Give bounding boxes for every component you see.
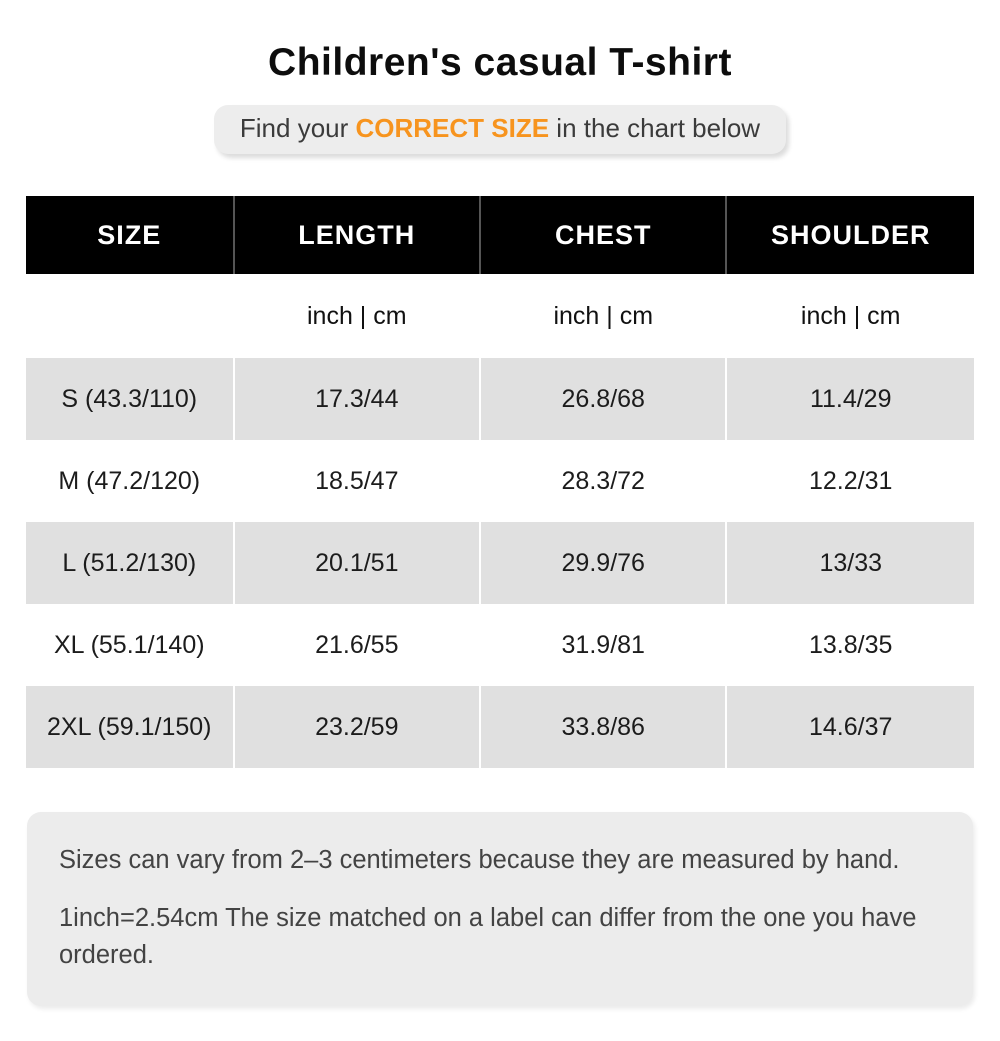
table-header-row — [26, 196, 974, 274]
column-header-shoulder: SHOULDER — [770, 219, 931, 250]
notes-box — [27, 812, 973, 1006]
units-cell-length: inch | cm — [235, 274, 481, 358]
size-cell: S (43.3/110) — [26, 358, 235, 440]
chest-cell: 28.3/72 — [481, 440, 727, 522]
chest-cell: 33.8/86 — [481, 686, 727, 768]
subtitle-prefix: Find your — [239, 113, 356, 143]
note-inch-conversion: 1inch=2.54cm The size matched on a label can differ from the one you have ordered. — [59, 903, 917, 969]
size-cell: M (47.2/120) — [26, 440, 235, 522]
shoulder-cell: 14.6/37 — [809, 712, 893, 741]
units-cell-empty — [26, 274, 235, 358]
subtitle-highlight: CORRECT SIZE — [355, 113, 550, 143]
units-cell-shoulder: inch | cm — [800, 301, 901, 330]
table-row-m — [26, 440, 974, 522]
chest-cell: 29.9/76 — [481, 522, 727, 604]
table-row-s — [26, 358, 974, 440]
subtitle-pill — [214, 105, 786, 154]
column-header-length: LENGTH — [235, 196, 481, 274]
length-cell: 21.6/55 — [235, 604, 481, 686]
units-cell-chest: inch | cm — [481, 274, 727, 358]
table-row-2xl — [26, 686, 974, 768]
subtitle-suffix: in the chart below — [549, 113, 761, 143]
subtitle-container — [0, 105, 1000, 154]
page-title: Children's casual T-shirt — [268, 41, 732, 84]
length-cell: 23.2/59 — [235, 686, 481, 768]
size-cell: 2XL (59.1/150) — [26, 686, 235, 768]
table-row-xl — [26, 604, 974, 686]
chest-cell: 26.8/68 — [481, 358, 727, 440]
note-measured-by-hand: Sizes can vary from 2–3 centimeters because they are measured by hand. — [59, 846, 900, 874]
column-header-size: SIZE — [26, 196, 235, 274]
length-cell: 18.5/47 — [235, 440, 481, 522]
size-chart-table — [26, 196, 974, 768]
shoulder-cell: 11.4/29 — [809, 384, 892, 413]
shoulder-cell: 13.8/35 — [809, 630, 893, 659]
size-cell: XL (55.1/140) — [26, 604, 235, 686]
length-cell: 17.3/44 — [235, 358, 481, 440]
table-row-l — [26, 522, 974, 604]
table-units-row — [26, 274, 974, 358]
shoulder-cell: 12.2/31 — [809, 466, 893, 495]
length-cell: 20.1/51 — [235, 522, 481, 604]
size-cell: L (51.2/130) — [26, 522, 235, 604]
shoulder-cell: 13/33 — [819, 548, 882, 577]
column-header-chest: CHEST — [481, 196, 727, 274]
chest-cell: 31.9/81 — [481, 604, 727, 686]
